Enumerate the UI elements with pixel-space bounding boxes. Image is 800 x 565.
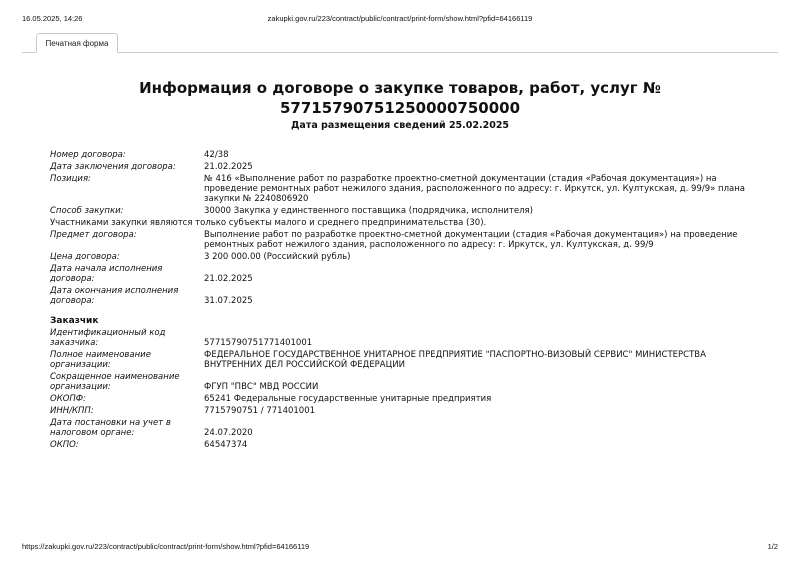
field-value: 42/38 (204, 150, 229, 160)
row-end-date (50, 286, 750, 306)
row-okopf (50, 394, 750, 404)
tab-print-form[interactable]: Печатная форма (36, 33, 118, 53)
row-contract-number (50, 150, 750, 160)
row-contract-price (50, 252, 750, 262)
field-value: 57715790751771401001 (204, 338, 313, 348)
field-value: 21.02.2025 (204, 274, 253, 284)
row-okpo (50, 440, 750, 450)
field-label: Идентификационный код заказчика: (50, 328, 166, 348)
print-datetime: 16.05.2025, 14:26 (22, 14, 83, 23)
row-customer-short-name (50, 372, 750, 392)
contract-registry-number: 57715790751250000750000 (279, 99, 521, 117)
print-footer (22, 541, 778, 553)
participants-note: Участниками закупки являются только субъекты малого и среднего предпринимательства (30). (50, 218, 487, 228)
customer-section-title: Заказчик (50, 316, 99, 326)
field-label: Дата начала исполнения договора: (50, 264, 163, 284)
field-label: Полное наименование организации: (50, 350, 151, 370)
field-label: Дата заключения договора: (50, 162, 176, 172)
tab-bar (22, 31, 778, 53)
row-customer-id (50, 328, 750, 348)
field-value: 3 200 000.00 (Российский рубль) (204, 252, 351, 262)
field-label: Сокращенное наименование организации: (50, 372, 180, 392)
row-contract-date (50, 162, 750, 172)
document-title-block (60, 78, 740, 132)
publication-date: Дата размещения сведений 25.02.2025 (290, 120, 510, 131)
field-label: ОКОПФ: (50, 394, 86, 404)
field-label: ОКПО: (50, 440, 79, 450)
field-value: 21.02.2025 (204, 162, 253, 172)
field-label: Дата окончания исполнения договора: (50, 286, 179, 306)
field-label: Предмет договора: (50, 230, 137, 240)
row-inn-kpp (50, 406, 750, 416)
field-label: Позиция: (50, 174, 91, 184)
field-value: 7715790751 / 771401001 (204, 406, 316, 416)
field-label: Номер договора: (50, 150, 126, 160)
print-url: zakupki.gov.ru/223/contract/public/contract/print-form/show.html?pfid=64166119 (267, 14, 533, 23)
field-label: Цена договора: (50, 252, 120, 262)
field-value: 30000 Закупка у единственного поставщика (подрядчика, исполнителя) (204, 206, 533, 216)
field-value: 65241 Федеральные государственные унитарные предприятия (204, 394, 492, 404)
row-start-date (50, 264, 750, 284)
row-customer-full-name (50, 350, 750, 370)
field-value: № 416 «Выполнение работ по разработке проектно-сметной документации (стадия «Рабочая документация») на проведение ремонтных работ нежилого здания, расположенного по адресу: г. Иркутск, ул. Култукская, д. 99/9» плана закупки № 2240806920 (204, 174, 746, 204)
print-header (22, 13, 778, 25)
field-value: Выполнение работ по разработке проектно-сметной документации (стадия «Рабочая документация») на проведение ремонтных работ нежилого здания, расположенного по адресу: г. Иркутск, ул. Култукская, д. 99/9 (204, 230, 738, 250)
row-tax-registration-date (50, 418, 750, 438)
row-position (50, 174, 750, 204)
page-number: 1/2 (767, 542, 778, 551)
field-value: 31.07.2025 (204, 296, 253, 306)
footer-url: https://zakupki.gov.ru/223/contract/public/contract/print-form/show.html?pfid=64166119 (22, 542, 310, 551)
row-contract-subject (50, 230, 750, 250)
title-line-1: Информация о договоре о закупке товаров, работ, услуг № (139, 79, 661, 97)
field-label: Дата постановки на учет в налоговом органе: (50, 418, 171, 438)
field-label: ИНН/КПП: (50, 406, 94, 416)
field-value: 64547374 (204, 440, 248, 450)
field-value: 24.07.2020 (204, 428, 253, 438)
contract-details (50, 150, 750, 452)
row-procurement-method (50, 206, 750, 216)
field-value: ФЕДЕРАЛЬНОЕ ГОСУДАРСТВЕННОЕ УНИТАРНОЕ ПРЕДПРИЯТИЕ "ПАСПОРТНО-ВИЗОВЫЙ СЕРВИС" МИНИСТЕРСТВА ВНУТРЕННИХ ДЕЛ РОССИЙСКОЙ ФЕДЕРАЦИИ (204, 350, 706, 370)
page-title (60, 78, 740, 118)
field-value: ФГУП "ПВС" МВД РОССИИ (204, 382, 319, 392)
field-label: Способ закупки: (50, 206, 124, 216)
